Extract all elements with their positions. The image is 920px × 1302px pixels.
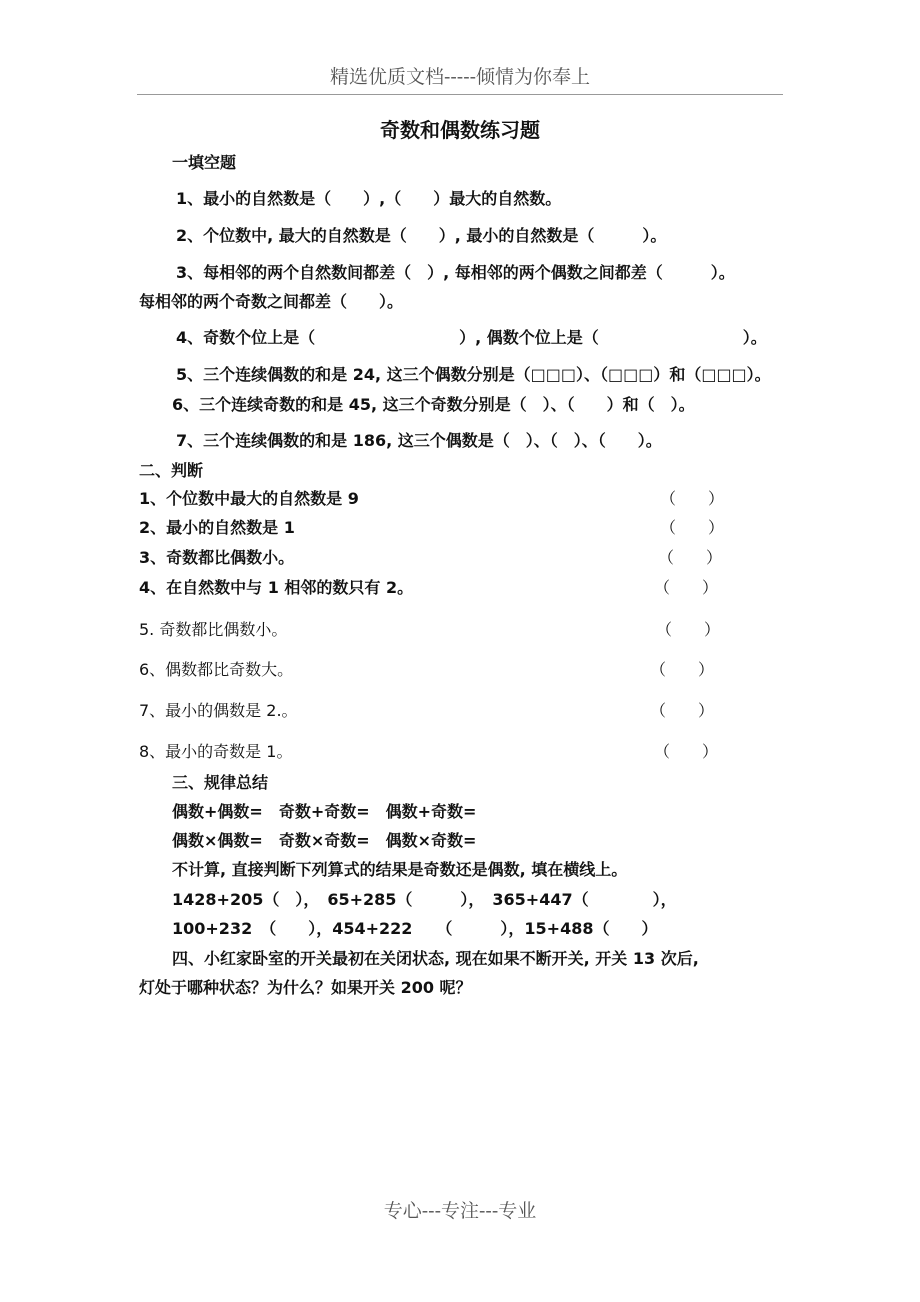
judge-item-2: 2、最小的自然数是 1 xyxy=(139,518,295,537)
fill-question-4: 4、奇数个位上是（ ）, 偶数个位上是（ ）。 xyxy=(176,328,767,347)
rule-multiplication: 偶数×偶数= 奇数×奇数= 偶数×奇数= xyxy=(172,831,477,850)
judge-item-8: 8、最小的奇数是 1。 xyxy=(139,742,293,761)
section3-heading: 三、规律总结 xyxy=(172,773,269,792)
page-header: 精选优质文档-----倾情为你奉上 xyxy=(329,66,591,88)
judge-item-4: 4、在自然数中与 1 相邻的数只有 2。 xyxy=(139,578,414,597)
question4-line1: 四、小红家卧室的开关最初在关闭状态, 现在如果不断开关, 开关 13 次后, xyxy=(172,949,699,968)
judge-answer-1: （ ） xyxy=(660,489,725,508)
judge-item-6: 6、偶数都比奇数大。 xyxy=(139,660,294,679)
section2-heading: 二、判断 xyxy=(139,461,204,480)
rule-expressions-1: 1428+205（ ）， 65+285（ ）， 365+447（ ）， xyxy=(172,890,677,909)
judge-item-7: 7、最小的偶数是 2.。 xyxy=(139,701,298,720)
fill-question-3: 3、每相邻的两个自然数间都差（ ）, 每相邻的两个偶数之间都差（ ）。 xyxy=(176,263,735,282)
fill-question-3-continued: 每相邻的两个奇数之间都差（ ）。 xyxy=(139,292,404,311)
judge-answer-7: （ ） xyxy=(650,701,715,720)
judge-item-5: 5. 奇数都比偶数小。 xyxy=(139,620,288,639)
judge-answer-3: （ ） xyxy=(658,548,723,567)
header-divider xyxy=(137,94,783,95)
fill-question-1: 1、最小的自然数是（ ）,（ ）最大的自然数。 xyxy=(176,189,562,208)
fill-question-2: 2、个位数中, 最大的自然数是（ ）, 最小的自然数是（ ）。 xyxy=(176,226,667,245)
page-footer: 专心---专注---专业 xyxy=(383,1200,537,1222)
judge-item-1: 1、个位数中最大的自然数是 9 xyxy=(139,489,359,508)
question4-line2: 灯处于哪种状态？为什么？如果开关 200 呢？ xyxy=(139,978,472,997)
section1-heading: 一填空题 xyxy=(172,153,237,172)
fill-question-7: 7、三个连续偶数的和是 186, 这三个偶数是（ ）、（ ）、（ ）。 xyxy=(176,431,662,450)
judge-answer-2: （ ） xyxy=(660,518,725,537)
fill-question-6: 6、三个连续奇数的和是 45, 这三个奇数分别是（ ）、（ ）和（ ）。 xyxy=(172,395,695,414)
judge-answer-4: （ ） xyxy=(654,578,719,597)
judge-answer-6: （ ） xyxy=(650,660,715,679)
rule-addition: 偶数+偶数= 奇数+奇数= 偶数+奇数= xyxy=(172,802,477,821)
rule-instruction: 不计算, 直接判断下列算式的结果是奇数还是偶数, 填在横线上。 xyxy=(172,860,628,879)
judge-answer-5: （ ） xyxy=(656,620,721,639)
judge-item-3: 3、奇数都比偶数小。 xyxy=(139,548,295,567)
fill-question-5: 5、三个连续偶数的和是 24, 这三个偶数分别是（□□□）、（□□□）和（□□□）。 xyxy=(176,365,771,384)
rule-expressions-2: 100+232 （ ），454+222 （ ），15+488（ ） xyxy=(172,919,658,938)
worksheet-title: 奇数和偶数练习题 xyxy=(380,118,540,142)
judge-answer-8: （ ） xyxy=(654,742,719,761)
